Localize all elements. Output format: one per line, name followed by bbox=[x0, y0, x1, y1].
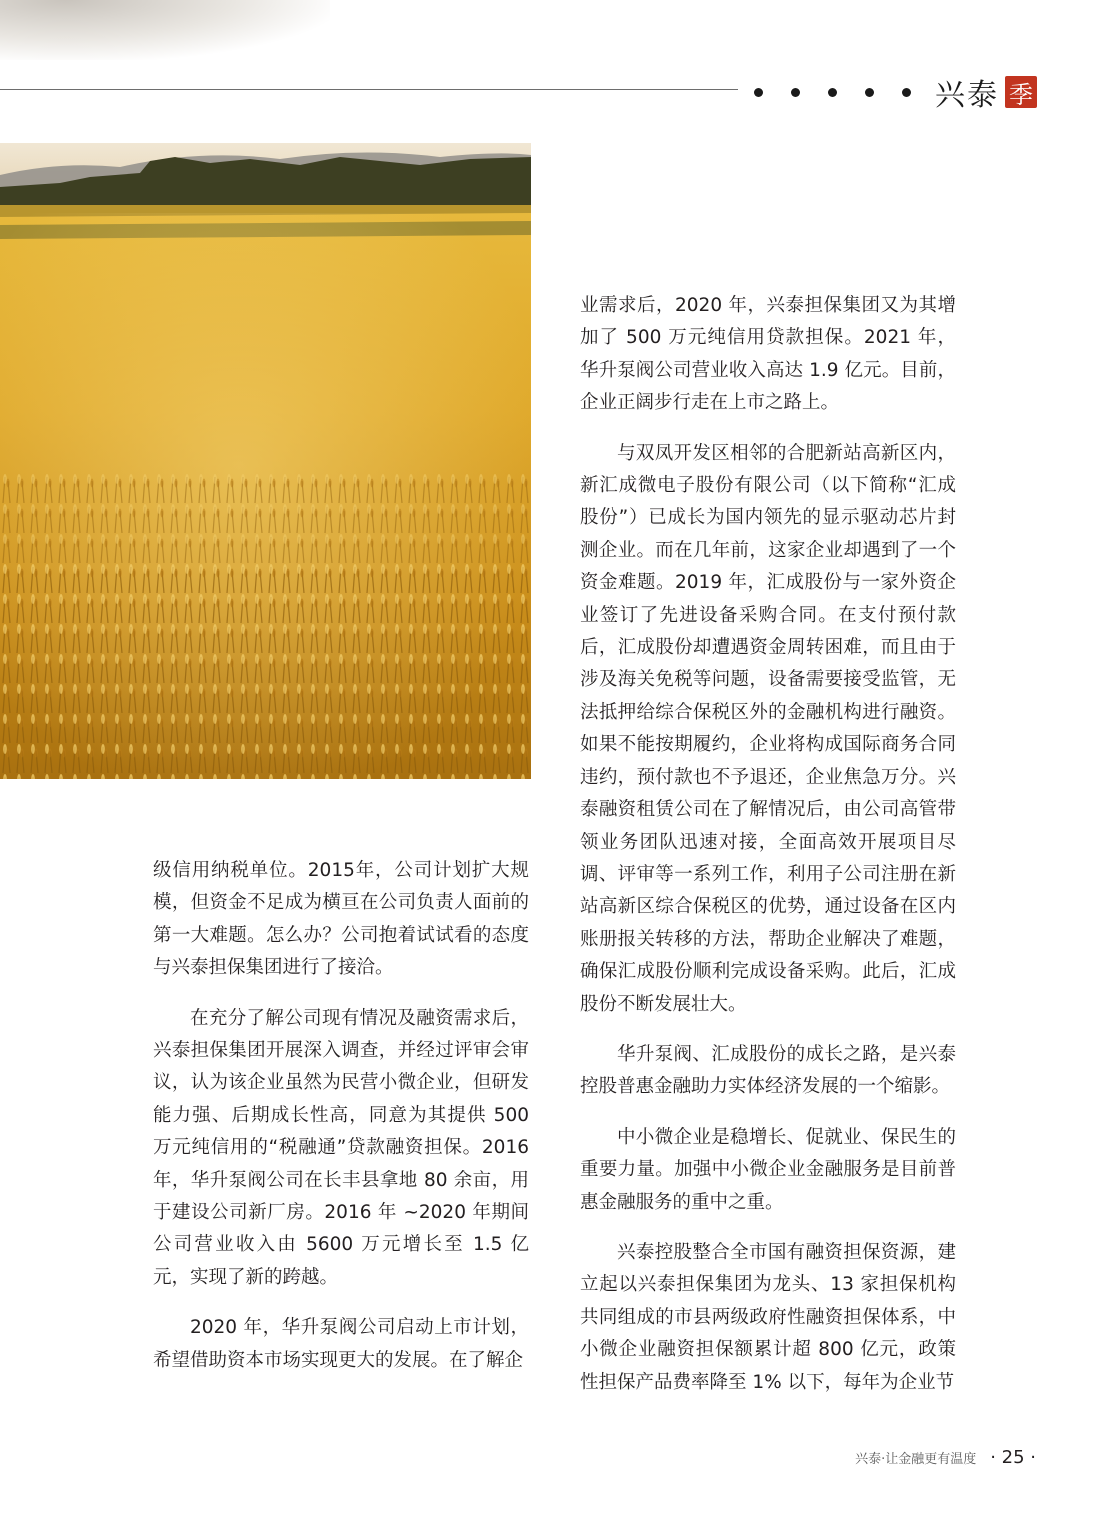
paragraph: 在充分了解公司现有情况及融资需求后，兴泰担保集团开展深入调查，并经过评审会审议，认为该企业虽然为民营小微企业，但研发能力强、后期成长性高，同意为其提供 500 万元纯信用的“税融通”贷款融资担保。2016 年，华升泵阀公司在长丰县拿地 80 余亩，用于建设公司新厂房。2016 年 ~2020 年期间公司营业收入由 5600 万元增长至 1.5 亿元，实现了新的跨越。 bbox=[153, 1007, 529, 1288]
paragraph: 业需求后，2020 年，兴泰担保集团又为其增加了 500 万元纯信用贷款担保。2021 年，华升泵阀公司营业收入高达 1.9 亿元。目前，企业正阔步行走在上市之路上。 bbox=[580, 295, 956, 414]
dot-icon bbox=[754, 88, 763, 97]
wheat-field-photo bbox=[0, 143, 531, 779]
paragraph: 中小微企业是稳增长、促就业、保民生的重要力量。加强中小微企业金融服务是目前普惠金融服务的重中之重。 bbox=[580, 1126, 956, 1213]
dot-icon bbox=[865, 88, 874, 97]
page-number: · 25 · bbox=[990, 1447, 1036, 1468]
paragraph: 级信用纳税单位。2015年，公司计划扩大规模，但资金不足成为横亘在公司负责人面前的第一大难题。怎么办？公司抱着试试看的态度与兴泰担保集团进行了接洽。 bbox=[153, 860, 529, 979]
paragraph: 与双凤开发区相邻的合肥新站高新区内，新汇成微电子股份有限公司（以下简称“汇成股份”）已成长为国内领先的显示驱动芯片封测企业。而在几年前，这家企业却遇到了一个资金难题。2019 年，汇成股份与一家外资企业签订了先进设备采购合同。在支付预付款后，汇成股份却遭遇资金周转困难，而且由于涉及海关免税等问题，设备需要接受监管，无法抵押给综合保税区外的金融机构进行融资。如果不能按期履约，企业将构成国际商务合同违约，预付款也不予退还，企业焦急万分。兴泰融资租赁公司在了解情况后，由公司高管带领业务团队迅速对接，全面高效开展项目尽调、评审等一系列工作，利用子公司注册在新站高新区综合保税区的优势，通过设备在区内账册报关转移的方法，帮助企业解决了难题，确保汇成股份顺利完成设备采购。此后，汇成股份不断发展壮大。 bbox=[580, 442, 956, 1015]
header-brand bbox=[754, 72, 1037, 112]
sky-fade-decoration bbox=[0, 0, 330, 60]
footer-tagline: 兴泰·让金融更有温度 bbox=[855, 1452, 977, 1467]
paragraph: 华升泵阀、汇成股份的成长之路，是兴泰控股普惠金融助力实体经济发展的一个缩影。 bbox=[580, 1043, 956, 1098]
header-dots bbox=[754, 88, 911, 97]
right-text-column bbox=[580, 290, 956, 1417]
dot-icon bbox=[791, 88, 800, 97]
page-footer bbox=[855, 1447, 1036, 1468]
magazine-title: 兴泰 bbox=[935, 78, 999, 113]
left-text-column bbox=[153, 855, 529, 1395]
paragraph: 兴泰控股整合全市国有融资担保资源，建立起以兴泰担保集团为龙头、13 家担保机构共同组成的市县两级政府性融资担保体系，中小微企业融资担保额累计超 800 亿元，政策性担保产品费率降至 1% 以下，每年为企业节 bbox=[580, 1241, 956, 1393]
dot-icon bbox=[828, 88, 837, 97]
seal-icon: 季 bbox=[1005, 76, 1037, 108]
paragraph: 2020 年，华升泵阀公司启动上市计划，希望借助资本市场实现更大的发展。在了解企 bbox=[153, 1317, 529, 1371]
header-rule bbox=[0, 89, 738, 90]
dot-icon bbox=[902, 88, 911, 97]
